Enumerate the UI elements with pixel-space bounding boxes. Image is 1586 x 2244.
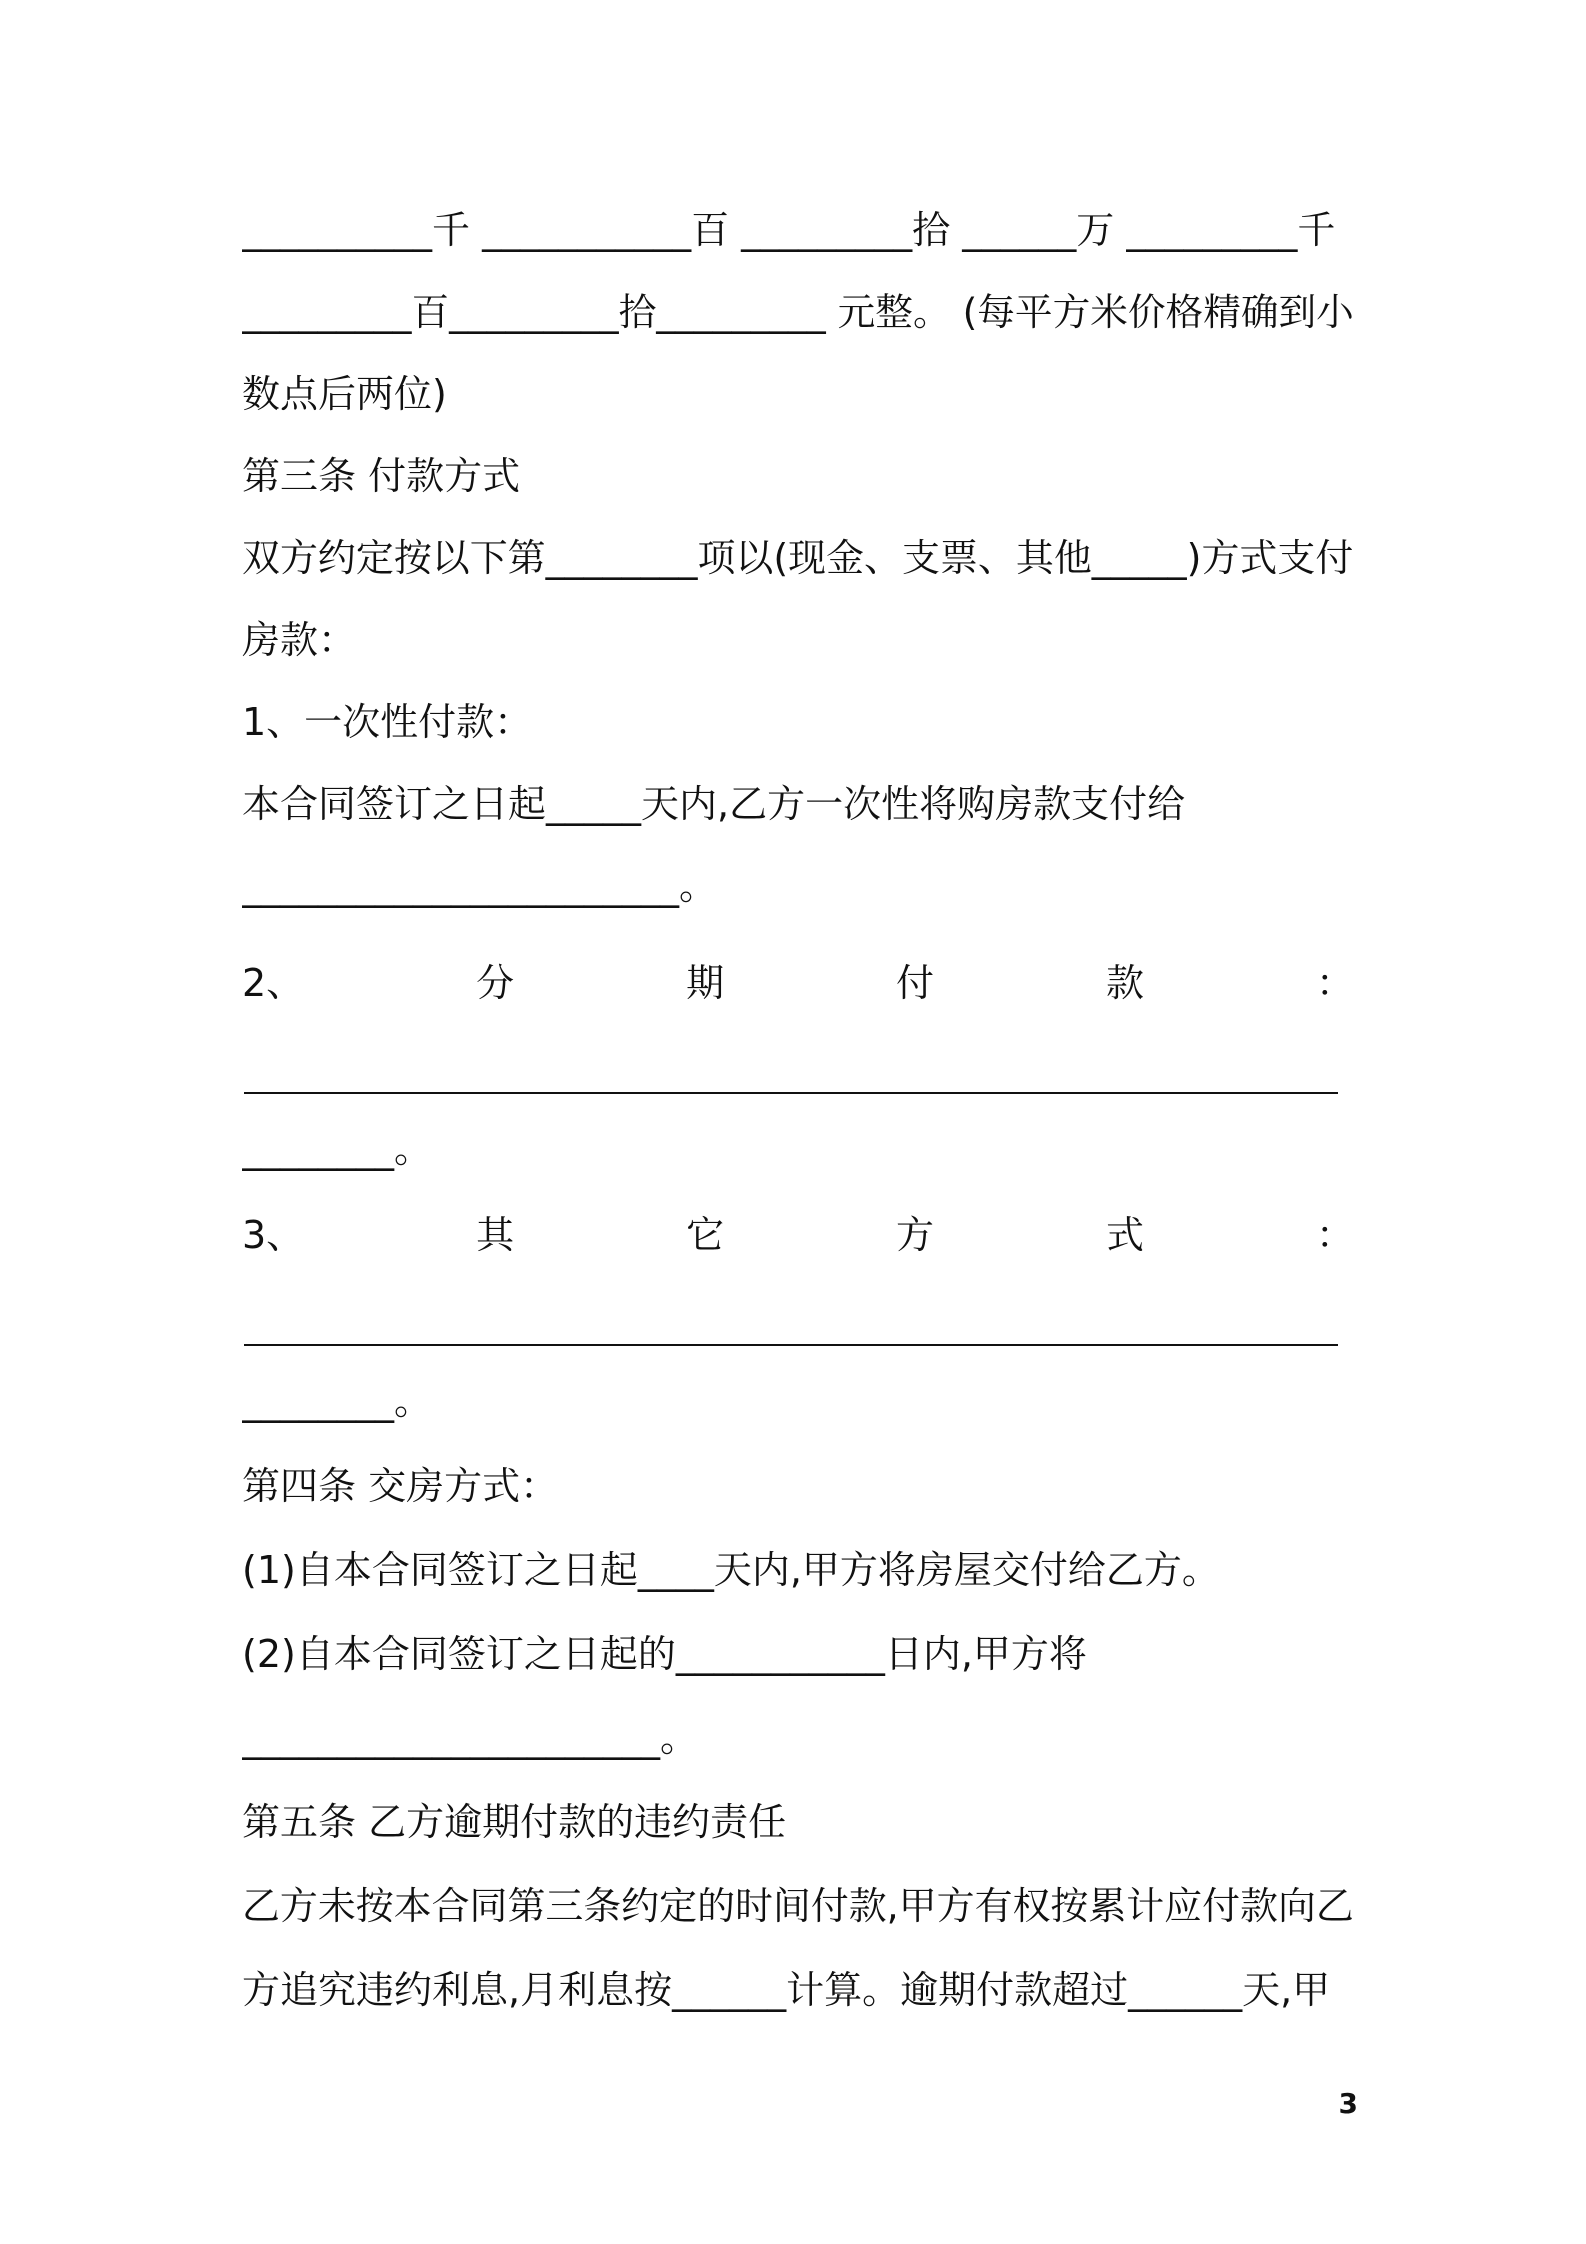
price-amount-line-2: _________百_________拾_________ 元整。 (每平方米价格精确到小 <box>242 290 1354 334</box>
late-payment-line-2: 方追究违约利息,月利息按______计算。逾期付款超过______天,甲 <box>242 1968 1331 2012</box>
installment-heading-char: 2、 <box>242 961 305 1005</box>
installment-heading-char: 付 <box>896 961 935 1005</box>
delivery-option-2-line-1: (2)自本合同签订之日起的___________日内,甲方将 <box>242 1632 1087 1676</box>
delivery-option-2-line-2: ______________________。 <box>242 1716 699 1760</box>
other-method-heading-char: ： <box>1315 1213 1354 1257</box>
other-method-blank-rule <box>244 1344 1338 1346</box>
page-number: 3 <box>1338 2087 1358 2120</box>
lump-sum-heading: 1、一次性付款： <box>242 700 533 744</box>
article-4-heading: 第四条 交房方式： <box>242 1464 559 1508</box>
installment-blank-end: ________。 <box>242 1127 433 1171</box>
price-amount-line-1: __________千 ___________百 _________拾 ______万 _________千 <box>242 208 1336 252</box>
payment-method-line-1: 双方约定按以下第________项以(现金、支票、其他_____)方式支付 <box>242 536 1354 580</box>
lump-sum-line-1: 本合同签订之日起_____天内,乙方一次性将购房款支付给 <box>242 782 1186 826</box>
installment-heading-char: 分 <box>476 961 515 1005</box>
late-payment-line-1: 乙方未按本合同第三条约定的时间付款,甲方有权按累计应付款向乙 <box>242 1884 1354 1928</box>
other-method-heading-char: 方 <box>896 1213 935 1257</box>
lump-sum-line-2: _______________________。 <box>242 864 718 908</box>
other-method-heading <box>242 1205 1354 1265</box>
other-method-blank-end: ________。 <box>242 1379 433 1423</box>
other-method-heading-char: 式 <box>1105 1213 1144 1257</box>
payment-method-line-2: 房款： <box>242 618 357 662</box>
article-3-heading: 第三条 付款方式 <box>242 454 521 498</box>
other-method-heading-char: 它 <box>686 1213 725 1257</box>
installment-heading <box>242 953 1354 1013</box>
other-method-heading-char: 其 <box>476 1213 515 1257</box>
other-method-heading-char: 3、 <box>242 1213 305 1257</box>
installment-heading-char: 款 <box>1105 961 1144 1005</box>
delivery-option-1: (1)自本合同签订之日起____天内,甲方将房屋交付给乙方。 <box>242 1548 1220 1592</box>
price-amount-line-3: 数点后两位) <box>242 372 447 416</box>
installment-blank-rule <box>244 1092 1338 1094</box>
installment-heading-char: ： <box>1315 961 1354 1005</box>
installment-heading-char: 期 <box>686 961 725 1005</box>
article-5-heading: 第五条 乙方逾期付款的违约责任 <box>242 1800 787 1844</box>
